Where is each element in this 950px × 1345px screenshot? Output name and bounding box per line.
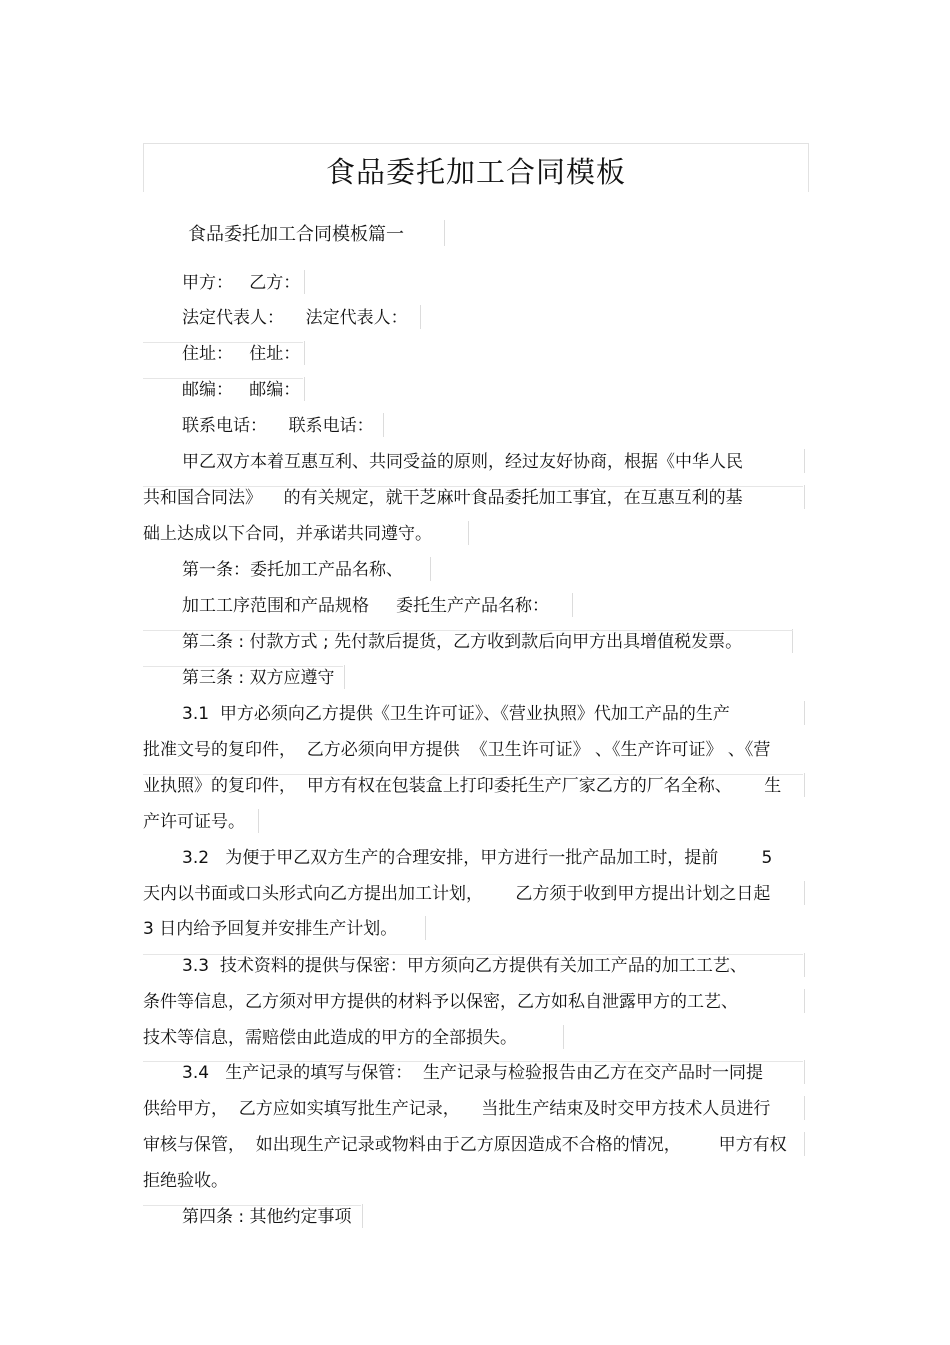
- separator: [804, 773, 805, 797]
- text-line: 3.3 技术资料的提供与保密：甲方须向乙方提供有关加工产品的加工工艺、: [182, 956, 747, 976]
- text-line: 条件等信息，乙方须对甲方提供的材料予以保密，乙方如私自泄露甲方的工艺、: [143, 992, 738, 1012]
- text-line: 产许可证号。: [143, 812, 245, 832]
- rule: [143, 378, 303, 379]
- text-line: 法定代表人： 法定代表人：: [182, 308, 408, 328]
- text-line: 邮编： 邮编：: [182, 380, 301, 400]
- text-line: 第四条 : 其他约定事项: [182, 1207, 352, 1227]
- separator: [563, 1025, 564, 1049]
- text-line: 拒绝验收。: [143, 1171, 228, 1191]
- text-line: 住址： 住址：: [182, 344, 301, 364]
- rule: [143, 954, 803, 955]
- text-line: 第三条 : 双方应遵守: [182, 668, 335, 688]
- text-line: 批准文号的复印件， 乙方必须向甲方提供 《卫生许可证》 、《生产许可证》 、《营: [143, 740, 771, 760]
- text-line: 3.1 甲方必须向乙方提供《卫生许可证》、《营业执照》代加工产品的生产: [182, 704, 730, 724]
- text-line: 业执照》的复印件， 甲方有权在包装盒上打印委托生产厂家乙方的厂名全称、 生: [143, 776, 782, 796]
- text-line: 供给甲方， 乙方应如实填写批生产记录， 当批生产结束及时交甲方技术人员进行: [143, 1099, 771, 1119]
- separator: [804, 701, 805, 725]
- text-line: 第一条：委托加工产品名称、: [182, 560, 403, 580]
- rule: [143, 666, 343, 667]
- text-line: 3.2 为便于甲乙双方生产的合理安排，甲方进行一批产品加工时，提前 5: [182, 848, 773, 868]
- text-line: 联系电话： 联系电话：: [182, 416, 374, 436]
- rule: [143, 1205, 361, 1206]
- separator: [420, 305, 421, 329]
- separator: [304, 270, 305, 294]
- text-line: 第二条 : 付款方式 ; 先付款后提货，乙方收到款后向甲方出具增值税发票。: [182, 632, 743, 652]
- document-title: 食品委托加工合同模板: [325, 155, 626, 189]
- text-line: 共和国合同法》 的有关规定，就干芝麻叶食品委托加工事宜，在互惠互利的基: [143, 488, 743, 508]
- rule: [143, 630, 793, 631]
- separator: [468, 521, 469, 545]
- text-line: 3.4 生产记录的填写与保管： 生产记录与检验报告由乙方在交产品时一同提: [182, 1063, 764, 1083]
- separator: [804, 989, 805, 1013]
- text-line: 天内以书面或口头形式向乙方提出加工计划， 乙方须于收到甲方提出计划之日起: [143, 884, 771, 904]
- separator: [792, 629, 793, 653]
- separator: [362, 1204, 363, 1228]
- text-line: 3 日内给予回复并安排生产计划。: [143, 919, 398, 939]
- separator: [804, 485, 805, 509]
- separator: [383, 413, 384, 437]
- separator: [344, 665, 345, 689]
- rule: [143, 1061, 803, 1062]
- separator: [304, 341, 305, 365]
- text-line: 甲乙双方本着互惠互利、共同受益的原则，经过友好协商，根据《中华人民: [182, 452, 743, 472]
- rule: [143, 342, 303, 343]
- separator: [572, 593, 573, 617]
- separator: [425, 916, 426, 940]
- separator: [304, 377, 305, 401]
- title-box: [143, 143, 809, 192]
- separator: [804, 1132, 805, 1156]
- separator: [444, 220, 445, 246]
- separator: [258, 809, 259, 833]
- text-line: 食品委托加工合同模板篇一: [188, 224, 404, 245]
- rule: [143, 774, 803, 775]
- rule: [143, 486, 803, 487]
- text-line: 础上达成以下合同，并承诺共同遵守。: [143, 524, 432, 544]
- text-line: 甲方： 乙方：: [182, 273, 301, 293]
- separator: [430, 557, 431, 581]
- separator: [804, 1096, 805, 1120]
- separator: [804, 449, 805, 473]
- separator: [804, 953, 805, 977]
- text-line: 审核与保管， 如出现生产记录或物料由于乙方原因造成不合格的情况， 甲方有权: [143, 1135, 787, 1155]
- text-line: 技术等信息，需赔偿由此造成的甲方的全部损失。: [143, 1028, 517, 1048]
- separator: [804, 1060, 805, 1084]
- separator: [804, 881, 805, 905]
- text-line: 加工工序范围和产品规格 委托生产产品名称：: [182, 596, 550, 616]
